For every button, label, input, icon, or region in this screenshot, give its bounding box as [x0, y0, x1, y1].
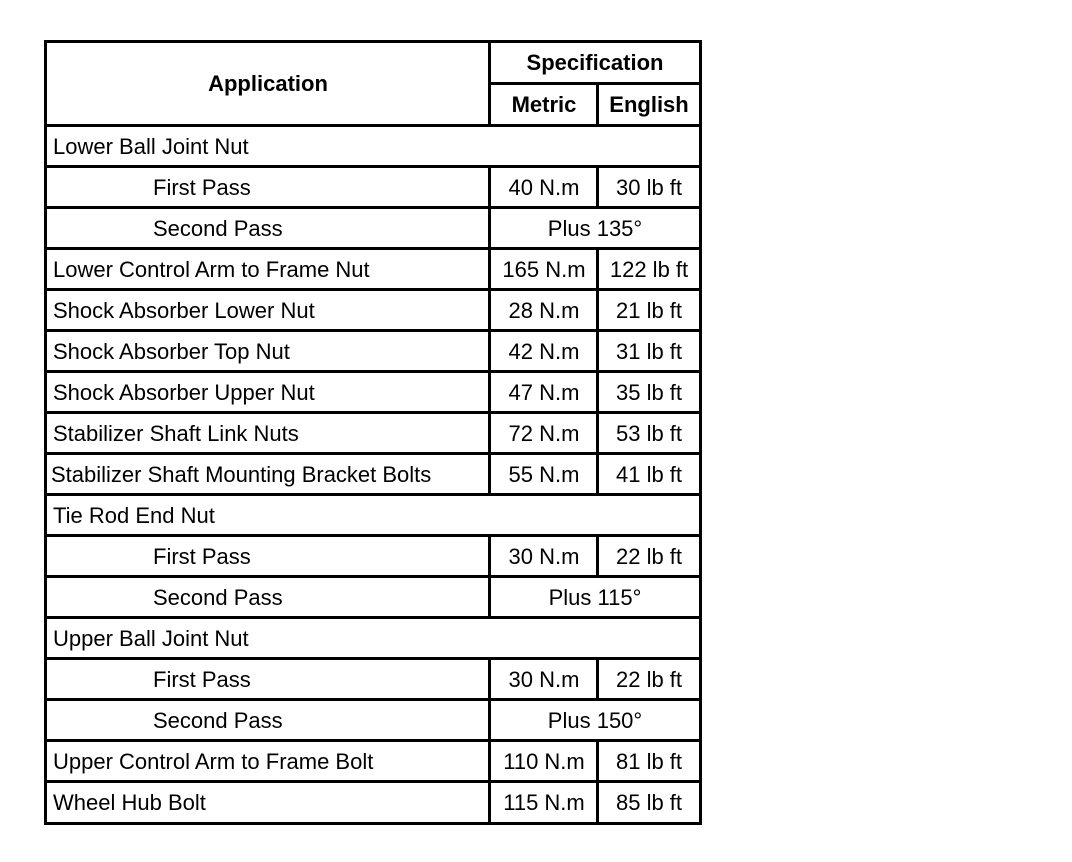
section-label-tie-rod-end-nut: Tie Rod End Nut	[47, 496, 699, 537]
application-cell: Upper Control Arm to Frame Bolt	[47, 742, 491, 783]
application-cell: First Pass	[47, 168, 491, 209]
metric-cell: 28 N.m	[491, 291, 599, 332]
metric-cell: 165 N.m	[491, 250, 599, 291]
combined-spec-cell: Plus 115°	[491, 578, 699, 619]
english-cell: 122 lb ft	[599, 250, 699, 291]
table-row	[47, 619, 699, 660]
metric-cell: 115 N.m	[491, 783, 599, 822]
metric-cell: 72 N.m	[491, 414, 599, 455]
application-cell: Stabilizer Shaft Mounting Bracket Bolts	[47, 455, 491, 496]
english-cell: 41 lb ft	[599, 455, 699, 496]
table-row	[47, 578, 699, 619]
english-cell: 31 lb ft	[599, 332, 699, 373]
metric-cell: 42 N.m	[491, 332, 599, 373]
english-cell: 81 lb ft	[599, 742, 699, 783]
metric-cell: 55 N.m	[491, 455, 599, 496]
application-header: Application	[47, 43, 491, 127]
table-row	[47, 701, 699, 742]
application-cell: Stabilizer Shaft Link Nuts	[47, 414, 491, 455]
section-label-lower-ball-joint-nut: Lower Ball Joint Nut	[47, 127, 699, 168]
metric-cell: 40 N.m	[491, 168, 599, 209]
english-cell: 21 lb ft	[599, 291, 699, 332]
specification-header: Specification	[491, 43, 699, 85]
table-row	[47, 660, 699, 701]
metric-cell: 47 N.m	[491, 373, 599, 414]
english-cell: 35 lb ft	[599, 373, 699, 414]
table-row	[47, 496, 699, 537]
metric-header: Metric	[491, 85, 599, 127]
table-row	[47, 209, 699, 250]
table-row	[47, 414, 699, 455]
application-cell: First Pass	[47, 537, 491, 578]
metric-cell: 110 N.m	[491, 742, 599, 783]
table-row	[47, 742, 699, 783]
table-row	[47, 783, 699, 822]
english-cell: 22 lb ft	[599, 537, 699, 578]
table-header	[47, 43, 699, 127]
english-header: English	[599, 85, 699, 127]
application-cell: Lower Control Arm to Frame Nut	[47, 250, 491, 291]
metric-cell: 30 N.m	[491, 660, 599, 701]
metric-cell: 30 N.m	[491, 537, 599, 578]
table-row	[47, 127, 699, 168]
torque-specification-table	[44, 40, 702, 825]
application-cell: Second Pass	[47, 578, 491, 619]
english-cell: 85 lb ft	[615, 789, 683, 815]
application-cell: Second Pass	[47, 209, 491, 250]
section-label-upper-ball-joint-nut: Upper Ball Joint Nut	[47, 619, 699, 660]
table-row	[47, 291, 699, 332]
table-row	[47, 537, 699, 578]
combined-spec-cell: Plus 135°	[491, 209, 699, 250]
application-cell: Shock Absorber Top Nut	[47, 332, 491, 373]
application-cell: Second Pass	[47, 701, 491, 742]
application-cell: Shock Absorber Lower Nut	[47, 291, 491, 332]
table-row	[47, 455, 699, 496]
english-cell: 30 lb ft	[599, 168, 699, 209]
english-cell: 22 lb ft	[599, 660, 699, 701]
table-row	[47, 168, 699, 209]
table-row	[47, 373, 699, 414]
table-row	[47, 250, 699, 291]
english-cell: 53 lb ft	[599, 414, 699, 455]
table-row	[47, 332, 699, 373]
combined-spec-cell: Plus 150°	[491, 701, 699, 742]
application-cell: First Pass	[47, 660, 491, 701]
application-cell: Wheel Hub Bolt	[47, 783, 491, 822]
application-cell: Shock Absorber Upper Nut	[47, 373, 491, 414]
